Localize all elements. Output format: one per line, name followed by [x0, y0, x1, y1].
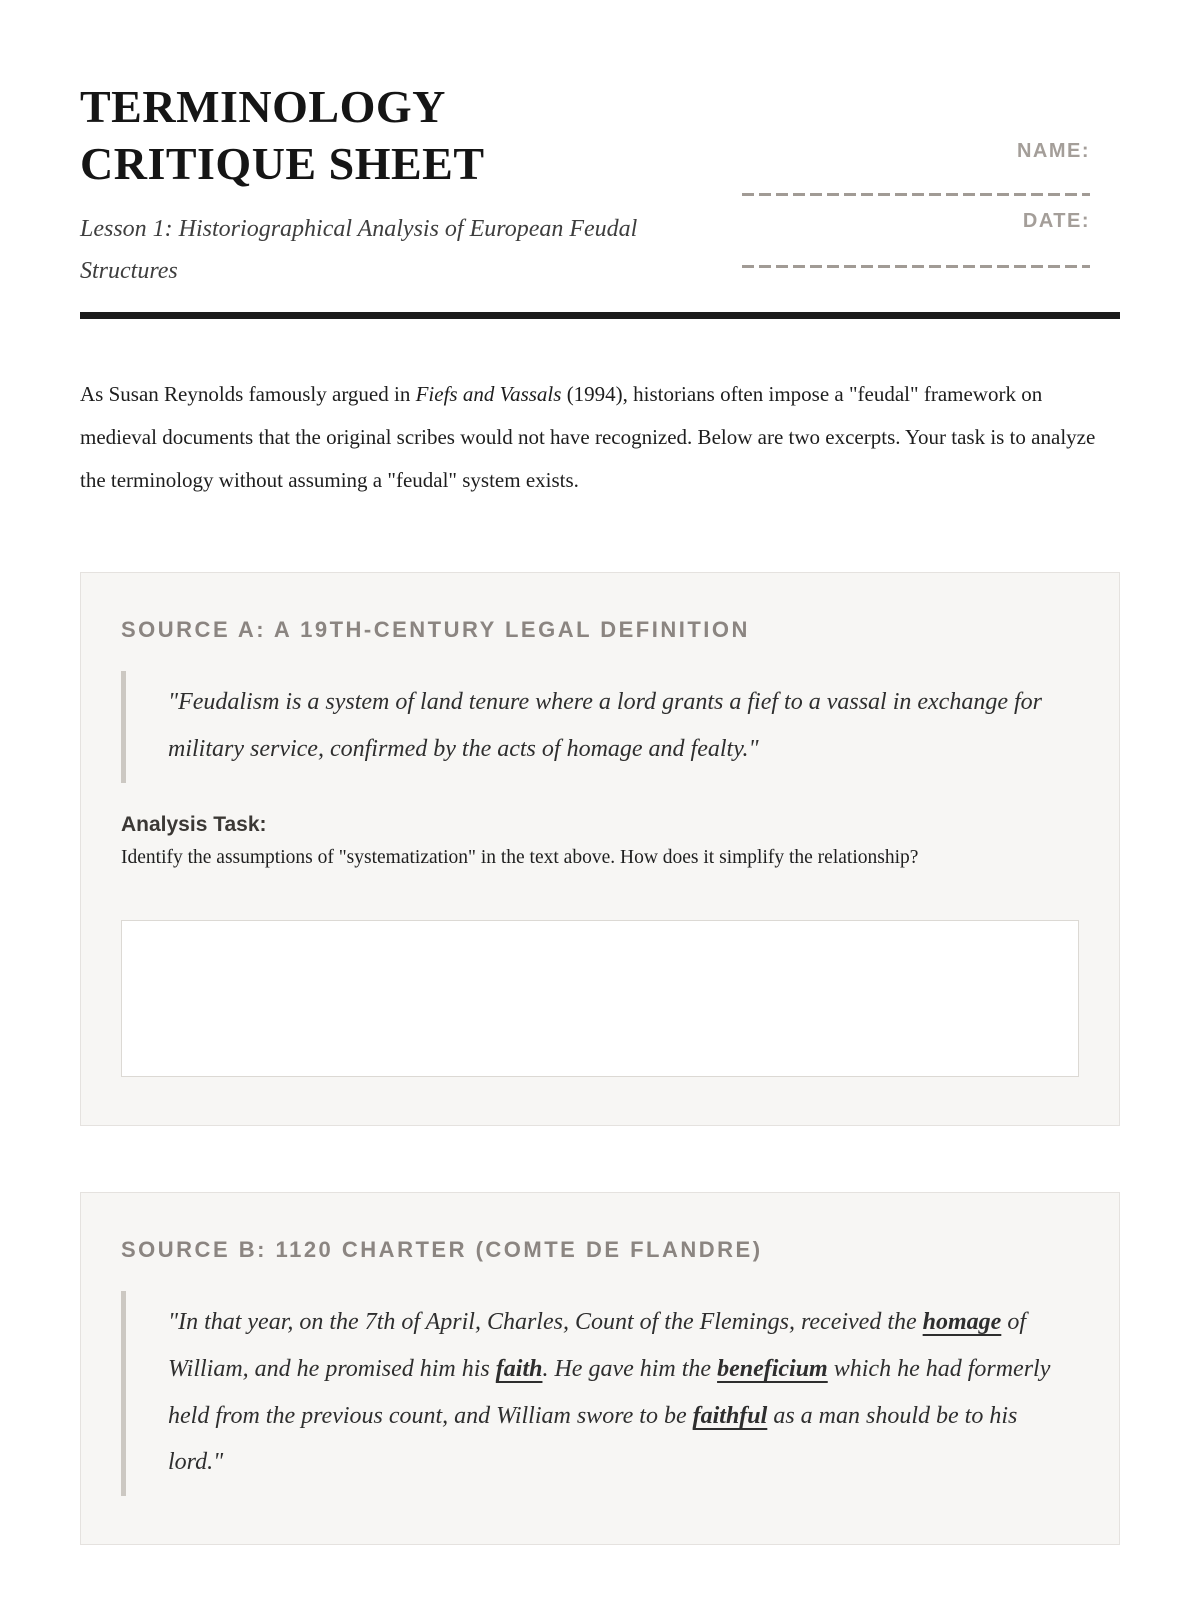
source-b-heading: SOURCE B: 1120 CHARTER (COMTE DE FLANDRE) — [121, 1237, 763, 1263]
source-a-quote: "Feudalism is a system of land tenure where a lord grants a fief to a vassal in exchange for military service, confirmed by the acts of homage and fealty." — [121, 671, 1079, 783]
page-title: TERMINOLOGY CRITIQUE SHEET — [80, 81, 485, 190]
source-b-quote: "In that year, on the 7th of April, Charles, Count of the Flemings, received the homage of William, and he promised him his faith. He gave him the beneficium which he had formerly held from the previous count, and William swore to be faithful as a man should be to his lord." — [121, 1291, 1079, 1496]
page-subtitle: Lesson 1: Historiographical Analysis of European Feudal Structures — [80, 216, 638, 285]
date-write-in-line[interactable] — [742, 265, 1090, 268]
name-write-in-line[interactable] — [742, 193, 1090, 196]
header — [80, 78, 1120, 292]
analysis-task-text: Identify the assumptions of "systematization" in the text above. How does it simplify the relationship? — [121, 846, 919, 868]
analysis-task-label: Analysis Task: — [121, 812, 267, 836]
intro-paragraph: As Susan Reynolds famously argued in Fiefs and Vassals (1994), historians often impose a "feudal" framework on medieval documents that the original scribes would not have recognized. Below are two excerpts. Your task is to analyze the terminology without assuming a "feudal" system exists. — [80, 382, 1096, 493]
header-divider-rule — [80, 312, 1120, 319]
header-title-block — [80, 78, 700, 292]
source-a-panel — [80, 572, 1120, 1126]
source-a-heading: SOURCE A: A 19TH-CENTURY LEGAL DEFINITION — [121, 617, 750, 643]
analysis-answer-textarea[interactable] — [121, 920, 1079, 1077]
date-label: DATE: — [1022, 210, 1090, 232]
source-b-panel — [80, 1192, 1120, 1545]
name-date-block — [730, 140, 1090, 282]
name-label: NAME: — [1016, 140, 1090, 162]
